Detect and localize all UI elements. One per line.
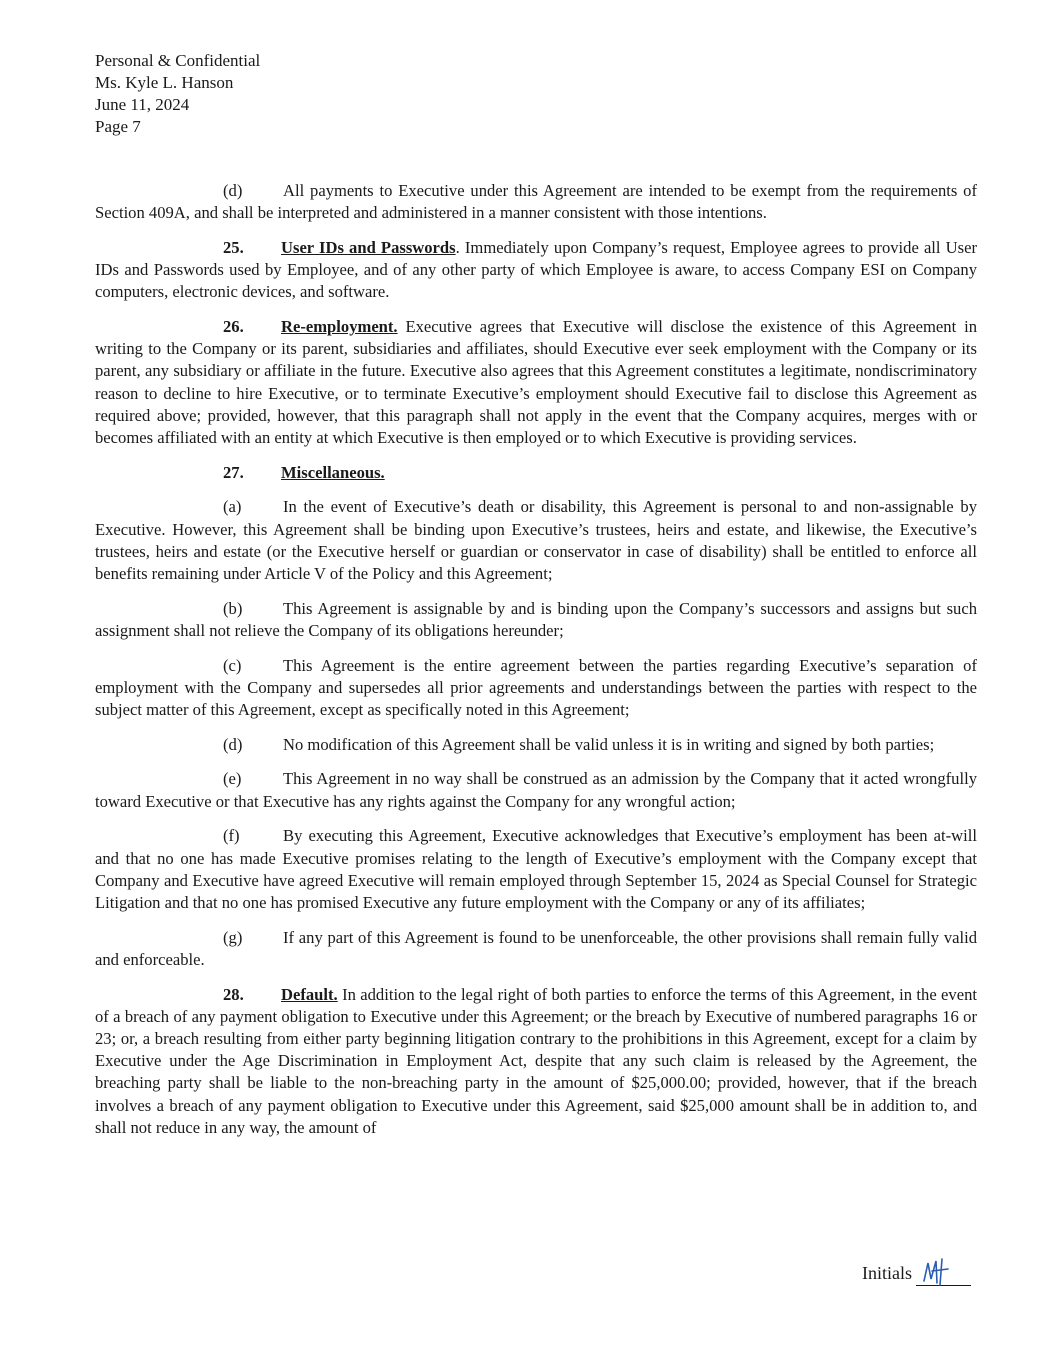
section-title: Default. bbox=[281, 984, 338, 1004]
section-25 bbox=[95, 237, 977, 304]
section-28 bbox=[95, 984, 977, 1139]
page-number: Page 7 bbox=[95, 117, 141, 136]
subsection-label: (b) bbox=[223, 598, 243, 618]
subsection-label: (d) bbox=[223, 181, 243, 200]
subsection-label: (g) bbox=[223, 927, 243, 947]
section-title: Miscellaneous. bbox=[281, 462, 385, 482]
initials-label: Initials bbox=[862, 1263, 912, 1283]
section-27b bbox=[95, 598, 977, 642]
section-title: User IDs and Passwords bbox=[281, 237, 456, 257]
subsection-text: No modification of this Agreement shall be valid unless it is in writing and signed by both parties; bbox=[283, 734, 935, 754]
subsection-label: (a) bbox=[223, 497, 242, 517]
section-title: Re-employment. bbox=[281, 317, 398, 337]
initials-block bbox=[862, 1260, 982, 1286]
paragraph-text: All payments to Executive under this Agreement are intended to be exempt from the requirements of Section 409A, and shall be interpreted and administered in a manner consistent with those intentions. bbox=[95, 181, 977, 223]
subsection-label: (e) bbox=[223, 769, 242, 789]
subsection-text: In the event of Executive’s death or disability, this Agreement is personal to and non-assignable by Executive. However, this Agreement shall be binding upon Executive’s trustees, heirs and estate, and likewise, the Executive’s trustees, heirs and estate (or the Executive herself or guardian or conservator in case of disability) shall be entitled to enforce all benefits remaining under Article V of the Policy and this Agreement; bbox=[95, 497, 977, 584]
section-text: Executive agrees that Executive will disclose the existence of this Agreement in writing to the Company or its parent, subsidiaries and affiliates, should Executive ever seek employment with the Company or its parent, any subsidiary or affiliate in the future. Executive also agrees that this Agreement constitutes a legitimate, nondiscriminatory reason to decline to hire Executive, or to terminate Executive’s employment should Executive fail to disclose this Agreement as required above; provided, however, that this paragraph shall not apply in the event that the Company acquires, merges with or becomes affiliated with an entity at which Executive is then employed or to which Executive is providing services. bbox=[95, 317, 977, 448]
document-body bbox=[95, 180, 977, 1152]
section-text: In addition to the legal right of both parties to enforce the terms of this Agreement, in the event of a breach of any payment obligation to Executive under this Agreement; or the breach by Executive of numbered paragraphs 16 or 23; or, a breach resulting from either party beginning litigation contrary to the prohibitions in this Agreement, except for a claim by Executive under the Age Discrimination in Employment Act, despite that any such claim is released by the Agreement, the breaching party shall be liable to the non-breaching party in the amount of $25,000.00; provided, however, that if the breach involves a breach of any payment obligation to Executive under this Agreement, said $25,000 amount shall be in addition to, and shall not reduce in any way, the amount of bbox=[95, 984, 977, 1137]
subsection-label: (d) bbox=[223, 734, 243, 754]
section-number: 25. bbox=[223, 237, 244, 257]
subsection-text: This Agreement in no way shall be construed as an admission by the Company that it acted wrongfully toward Executive or that Executive has any rights against the Company for any wrongful action; bbox=[95, 769, 977, 811]
subsection-text: This Agreement is the entire agreement between the parties regarding Executive’s separation of employment with the Company and supersedes all prior agreements and understandings between the parties with respect to the subject matter of this Agreement, except as specifically noted in this Agreement; bbox=[95, 655, 977, 720]
subsection-label: (c) bbox=[223, 655, 242, 675]
confidential-notice: Personal & Confidential bbox=[95, 51, 261, 70]
section-27a bbox=[95, 496, 977, 585]
subsection-label: (f) bbox=[223, 826, 240, 846]
section-number: 28. bbox=[223, 984, 244, 1004]
section-27d bbox=[95, 734, 977, 756]
letter-header bbox=[95, 50, 260, 138]
subsection-text: If any part of this Agreement is found to be unenforceable, the other provisions shall remain fully valid and enforceable. bbox=[95, 927, 977, 969]
section-27f bbox=[95, 825, 977, 914]
subsection-text: This Agreement is assignable by and is binding upon the Company’s successors and assigns but such assignment shall not relieve the Company of its obligations hereunder; bbox=[95, 598, 977, 640]
subsection-text: By executing this Agreement, Executive acknowledges that Executive’s employment has been at-will and that no one has made Executive promises relating to the length of Executive’s employment with the Company except that Company and Executive have agreed Executive will remain employed through September 15, 2024 as Special Counsel for Strategic Litigation and that no one has promised Executive any future employment with the Company or any of its affiliates; bbox=[95, 826, 977, 912]
initials-signature-line bbox=[916, 1261, 971, 1286]
recipient-name: Ms. Kyle L. Hanson bbox=[95, 73, 234, 92]
handwritten-initials-icon bbox=[918, 1255, 952, 1289]
section-text: . Immediately upon Company’s request, Employee agrees to provide all User IDs and Passwords used by Employee, and of any other party of which Employee is aware, to access Company ESI on Company computers, electronic devices, and software. bbox=[95, 237, 977, 302]
section-27c bbox=[95, 655, 977, 722]
section-27g bbox=[95, 927, 977, 971]
letter-date: June 11, 2024 bbox=[95, 95, 190, 114]
section-27-heading bbox=[95, 462, 977, 484]
section-27e bbox=[95, 768, 977, 812]
section-26 bbox=[95, 316, 977, 449]
section-number: 27. bbox=[223, 462, 244, 482]
paragraph-24d bbox=[95, 180, 977, 224]
section-number: 26. bbox=[223, 317, 244, 337]
